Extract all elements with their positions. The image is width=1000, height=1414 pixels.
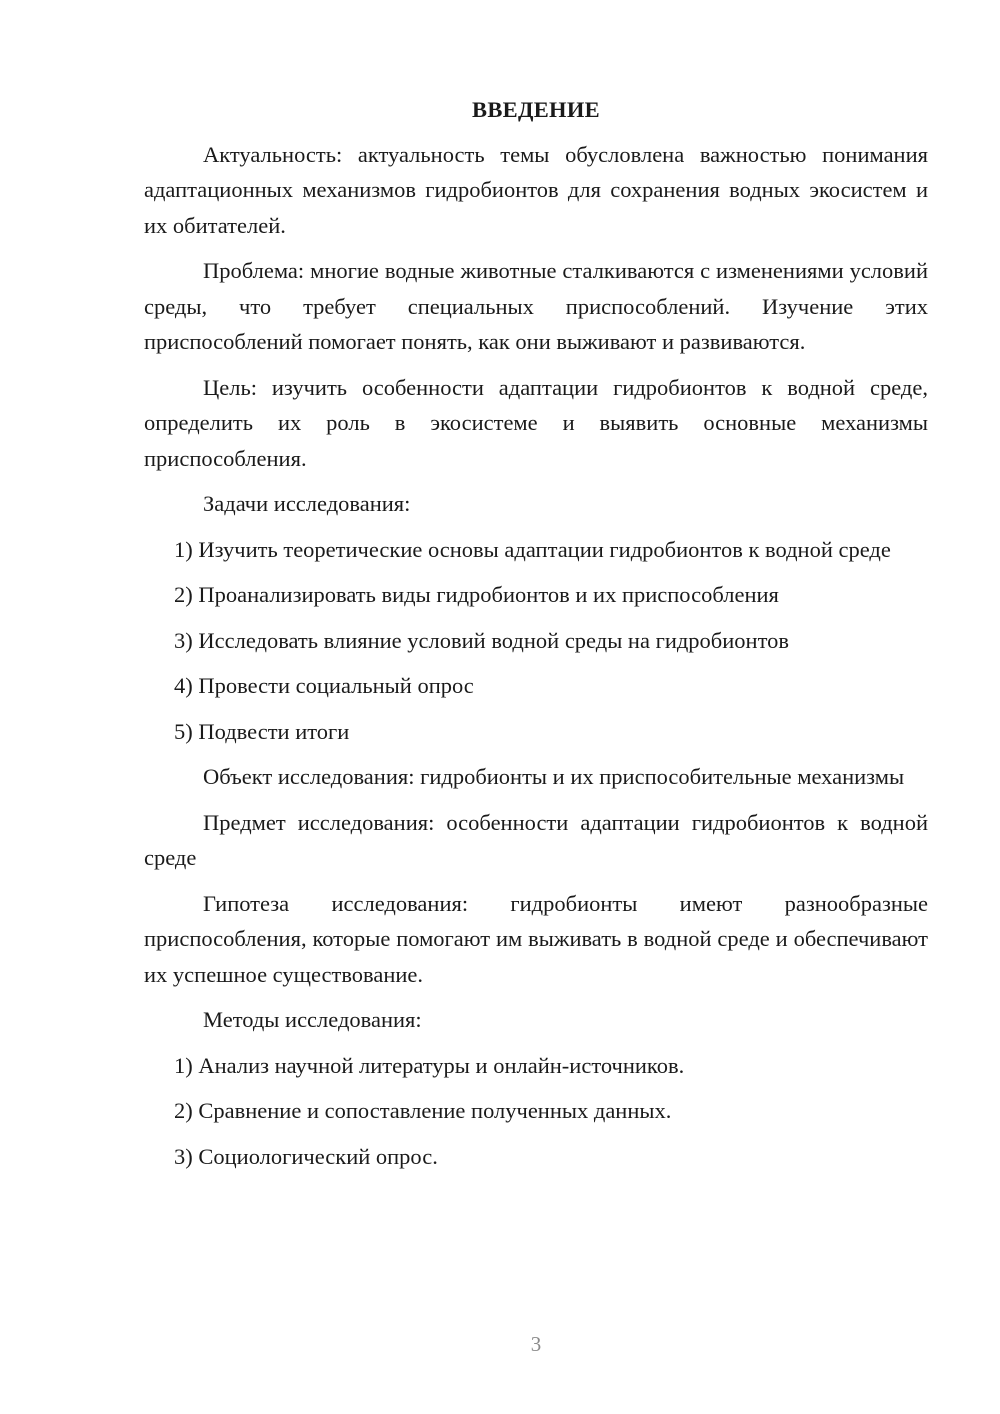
hypothesis-paragraph: Гипотеза исследования: гидробионты имеют разнообразные приспособления, которые помогают им выживать в водной среде и обеспечивают их успешное существование. (144, 890, 928, 987)
task-item: 4) Провести социальный опрос (174, 673, 474, 698)
subject-paragraph: Предмет исследования: особенности адаптации гидробионтов к водной среде (144, 809, 928, 870)
page-content (144, 92, 928, 1184)
page-number: 3 (530, 1332, 542, 1356)
goal-paragraph: Цель: изучить особенности адаптации гидробионтов к водной среде, определить их роль в экосистеме и выявить основные механизмы приспособления. (144, 374, 928, 471)
method-item: 3) Социологический опрос. (174, 1143, 438, 1169)
tasks-title: Задачи исследования: (203, 491, 411, 516)
task-item: 2) Проанализировать виды гидробионтов и их приспособления (174, 582, 779, 607)
task-item: 3) Исследовать влияние условий водной среды на гидробионтов (174, 627, 789, 653)
method-item: 2) Сравнение и сопоставление полученных данных. (174, 1098, 672, 1123)
problem-paragraph: Проблема: многие водные животные сталкиваются с изменениями условий среды, что требует специальных приспособлений. Изучение этих приспособлений помогает понять, как они выживают и развиваются. (144, 258, 928, 354)
task-item: 5) Подвести итоги (174, 718, 350, 744)
method-item: 1) Анализ научной литературы и онлайн-источников. (174, 1052, 685, 1078)
relevance-paragraph: Актуальность: актуальность темы обусловлена важностью понимания адаптационных механизмов гидробионтов для сохранения водных экосистем и их обитателей. (144, 141, 928, 238)
methods-title: Методы исследования: (203, 1007, 422, 1032)
section-heading: ВВЕДЕНИЕ (472, 97, 600, 122)
object-paragraph: Объект исследования: гидробионты и их приспособительные механизмы (203, 764, 905, 789)
task-item: 1) Изучить теоретические основы адаптации гидробионтов к водной среде (174, 536, 891, 562)
